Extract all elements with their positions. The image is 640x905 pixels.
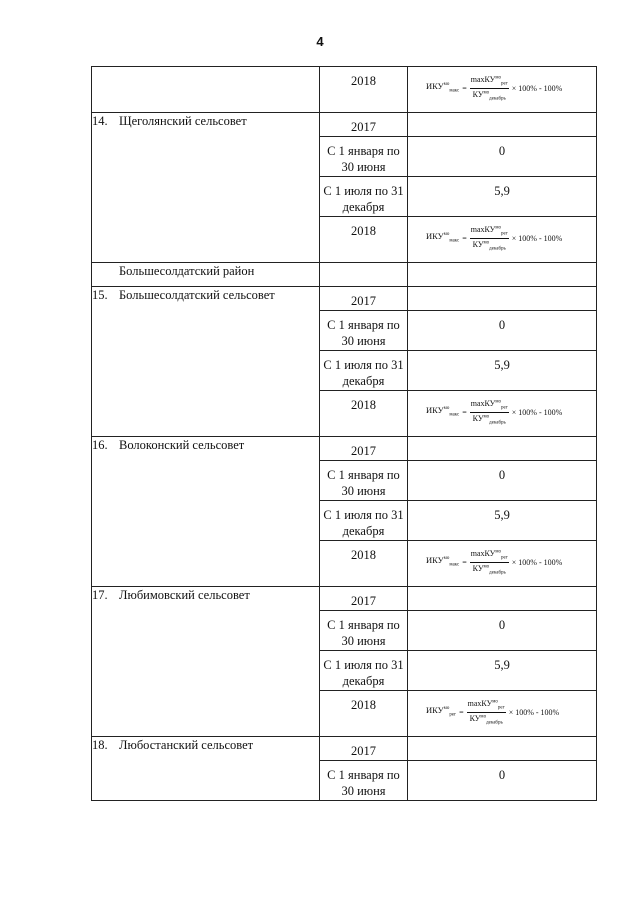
year-cell: 2017 — [320, 113, 408, 137]
period-cell: С 1 июля по 31 декабря — [320, 351, 408, 391]
formula-fraction: $\frac{\max КУ^{мо}_{рег}}{КУ^{мо}_{декабрь}}$ — [470, 225, 508, 252]
year-cell: 2017 — [320, 737, 408, 761]
value-cell — [408, 263, 597, 287]
formula-cell — [408, 67, 597, 113]
formula-fraction: $\frac{\max КУ^{мо}_{рег}}{КУ^{мо}_{декабрь}}$ — [470, 75, 508, 102]
row-number: 16. — [92, 438, 108, 452]
value-cell: 0 — [408, 461, 597, 501]
municipality-cell — [92, 737, 320, 801]
municipality-cell — [92, 113, 320, 263]
year-cell: 2018 — [320, 67, 408, 113]
formula: $ИКУ^{мо}_{макс}$ = $\frac{\max КУ^{мо}_{рег}}{КУ^{мо}_{декабрь}}$ × 100% - 100% — [426, 399, 563, 426]
value-cell: 0 — [408, 137, 597, 177]
table-row — [92, 263, 597, 287]
municipality-name: Любостанский сельсовет — [119, 738, 254, 752]
year-cell — [320, 263, 408, 287]
formula-fraction: $\frac{\max КУ^{мо}_{рег}}{КУ^{мо}_{декабрь}}$ — [470, 549, 508, 576]
table-row — [92, 113, 597, 137]
municipality-cell — [92, 437, 320, 587]
period-cell: С 1 июля по 31 декабря — [320, 177, 408, 217]
page-number: 4 — [316, 34, 324, 49]
formula-cell — [408, 391, 597, 437]
value-cell: 5,9 — [408, 501, 597, 541]
formula-fraction: $\frac{\max КУ^{мо}_{рег}}{КУ^{мо}_{декабрь}}$ — [467, 699, 505, 726]
value-cell: 5,9 — [408, 651, 597, 691]
table-row — [92, 287, 597, 311]
formula-cell — [408, 541, 597, 587]
formula: $ИКУ^{мо}_{макс}$ = $\frac{\max КУ^{мо}_{рег}}{КУ^{мо}_{декабрь}}$ × 100% - 100% — [426, 225, 563, 252]
period-cell: С 1 июля по 31 декабря — [320, 501, 408, 541]
value-cell: 5,9 — [408, 351, 597, 391]
year-cell: 2017 — [320, 587, 408, 611]
period-cell: С 1 января по 30 июня — [320, 461, 408, 501]
formula: $ИКУ^{мо}_{макс}$ = $\frac{\max КУ^{мо}_{рег}}{КУ^{мо}_{декабрь}}$ × 100% - 100% — [426, 75, 563, 102]
municipality-name: Щеголянский сельсовет — [119, 114, 247, 128]
formula-cell — [408, 217, 597, 263]
municipality-cell — [92, 587, 320, 737]
tariff-table — [91, 66, 597, 801]
period-cell: С 1 июля по 31 декабря — [320, 651, 408, 691]
table-row — [92, 737, 597, 761]
period-cell: С 1 января по 30 июня — [320, 311, 408, 351]
value-cell: 5,9 — [408, 177, 597, 217]
year-cell: 2018 — [320, 391, 408, 437]
municipality-cell — [92, 287, 320, 437]
municipality-name: Любимовский сельсовет — [119, 588, 250, 602]
row-number: 14. — [92, 114, 108, 128]
value-cell: 0 — [408, 611, 597, 651]
period-cell: С 1 января по 30 июня — [320, 611, 408, 651]
table-row — [92, 67, 597, 113]
year-cell: 2017 — [320, 287, 408, 311]
municipality-name: Большесолдатский сельсовет — [119, 288, 275, 302]
value-cell — [408, 587, 597, 611]
formula: $ИКУ^{мо}_{рег}$ = $\frac{\max КУ^{мо}_{рег}}{КУ^{мо}_{декабрь}}$ × 100% - 100% — [426, 699, 560, 726]
year-cell: 2018 — [320, 691, 408, 737]
table-row — [92, 437, 597, 461]
period-cell: С 1 января по 30 июня — [320, 137, 408, 177]
value-cell — [408, 287, 597, 311]
row-number: 18. — [92, 738, 108, 752]
district-cell — [92, 263, 320, 287]
formula: $ИКУ^{мо}_{макс}$ = $\frac{\max КУ^{мо}_{рег}}{КУ^{мо}_{декабрь}}$ × 100% - 100% — [426, 549, 563, 576]
value-cell — [408, 113, 597, 137]
table-row — [92, 587, 597, 611]
municipality-name: Волоконский сельсовет — [119, 438, 245, 452]
value-cell: 0 — [408, 311, 597, 351]
formula-fraction: $\frac{\max КУ^{мо}_{рег}}{КУ^{мо}_{декабрь}}$ — [470, 399, 508, 426]
value-cell: 0 — [408, 761, 597, 801]
year-cell: 2017 — [320, 437, 408, 461]
municipality-cell — [92, 67, 320, 113]
value-cell — [408, 437, 597, 461]
row-number: 15. — [92, 288, 108, 302]
district-name: Большесолдатский район — [119, 264, 255, 278]
period-cell: С 1 января по 30 июня — [320, 761, 408, 801]
value-cell — [408, 737, 597, 761]
formula-cell — [408, 691, 597, 737]
year-cell: 2018 — [320, 217, 408, 263]
year-cell: 2018 — [320, 541, 408, 587]
row-number: 17. — [92, 588, 108, 602]
